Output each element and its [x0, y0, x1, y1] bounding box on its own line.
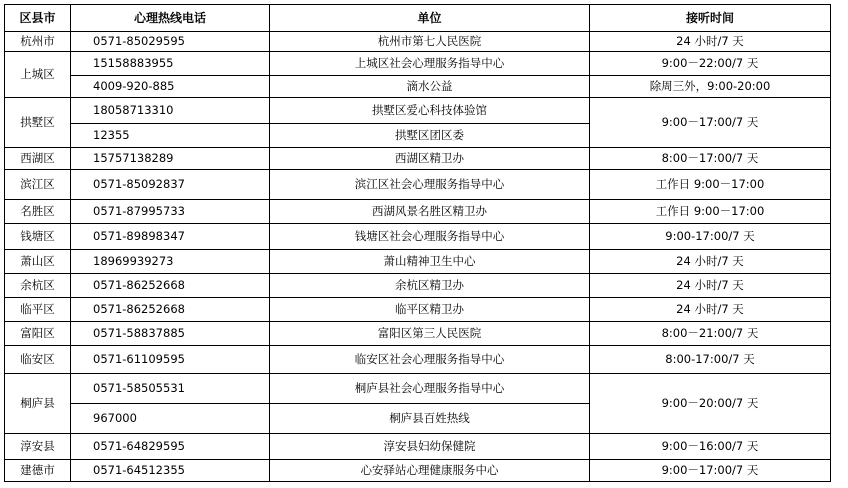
time-cell: 24 小时/7 天 — [590, 250, 831, 274]
district-cell: 富阳区 — [5, 322, 71, 346]
time-cell: 8:00-17:00/7 天 — [590, 346, 831, 374]
header-phone: 心理热线电话 — [71, 5, 270, 32]
header-row — [5, 5, 831, 32]
time-cell: 除周三外，9:00-20:00 — [590, 76, 831, 98]
phone-cell: 967000 — [71, 404, 270, 434]
phone-cell: 0571-85029595 — [71, 32, 270, 52]
district-cell: 桐庐县 — [5, 374, 71, 434]
phone-cell: 0571-64512355 — [71, 460, 270, 482]
unit-cell: 上城区社会心理服务指导中心 — [270, 52, 590, 76]
time-cell: 9:00－22:00/7 天 — [590, 52, 831, 76]
district-cell: 淳安县 — [5, 434, 71, 460]
table-row — [5, 250, 831, 274]
time-cell: 24 小时/7 天 — [590, 32, 831, 52]
table-row — [5, 434, 831, 460]
time-cell: 9:00－16:00/7 天 — [590, 434, 831, 460]
unit-cell: 西湖风景名胜区精卫办 — [270, 200, 590, 224]
table-row — [5, 76, 831, 98]
phone-cell: 15757138289 — [71, 148, 270, 170]
time-cell: 24 小时/7 天 — [590, 274, 831, 298]
district-cell: 临平区 — [5, 298, 71, 322]
phone-cell: 0571-58837885 — [71, 322, 270, 346]
phone-cell: 0571-89898347 — [71, 224, 270, 250]
unit-cell: 淳安县妇幼保健院 — [270, 434, 590, 460]
header-district: 区县市 — [5, 5, 71, 32]
time-cell: 工作日 9:00－17:00 — [590, 200, 831, 224]
time-cell: 24 小时/7 天 — [590, 298, 831, 322]
table-row — [5, 98, 831, 124]
district-cell: 西湖区 — [5, 148, 71, 170]
unit-cell: 桐庐县社会心理服务指导中心 — [270, 374, 590, 404]
table-row — [5, 322, 831, 346]
table-row — [5, 32, 831, 52]
hotline-table — [4, 4, 831, 482]
phone-cell: 15158883955 — [71, 52, 270, 76]
unit-cell: 萧山精神卫生中心 — [270, 250, 590, 274]
district-cell: 名胜区 — [5, 200, 71, 224]
district-cell: 钱塘区 — [5, 224, 71, 250]
phone-cell: 0571-86252668 — [71, 274, 270, 298]
time-cell: 8:00－21:00/7 天 — [590, 322, 831, 346]
district-cell: 拱墅区 — [5, 98, 71, 148]
phone-cell: 0571-87995733 — [71, 200, 270, 224]
time-cell: 9:00－17:00/7 天 — [590, 460, 831, 482]
unit-cell: 拱墅区团区委 — [270, 124, 590, 148]
header-time: 接听时间 — [590, 5, 831, 32]
table-row — [5, 148, 831, 170]
table-row — [5, 274, 831, 298]
unit-cell: 余杭区精卫办 — [270, 274, 590, 298]
time-cell: 9:00－20:00/7 天 — [590, 374, 831, 434]
unit-cell: 临平区精卫办 — [270, 298, 590, 322]
header-unit: 单位 — [270, 5, 590, 32]
unit-cell: 西湖区精卫办 — [270, 148, 590, 170]
unit-cell: 心安驿站心理健康服务中心 — [270, 460, 590, 482]
district-cell: 上城区 — [5, 52, 71, 98]
table-row — [5, 224, 831, 250]
table-row — [5, 200, 831, 224]
table-row — [5, 460, 831, 482]
phone-cell: 0571-85092837 — [71, 170, 270, 200]
unit-cell: 滨江区社会心理服务指导中心 — [270, 170, 590, 200]
table-row — [5, 298, 831, 322]
unit-cell: 桐庐县百姓热线 — [270, 404, 590, 434]
district-cell: 临安区 — [5, 346, 71, 374]
time-cell: 9:00－17:00/7 天 — [590, 98, 831, 148]
table-row — [5, 52, 831, 76]
district-cell: 杭州市 — [5, 32, 71, 52]
phone-cell: 0571-64829595 — [71, 434, 270, 460]
table-row — [5, 346, 831, 374]
district-cell: 滨江区 — [5, 170, 71, 200]
unit-cell: 钱塘区社会心理服务指导中心 — [270, 224, 590, 250]
phone-cell: 12355 — [71, 124, 270, 148]
phone-cell: 0571-86252668 — [71, 298, 270, 322]
unit-cell: 富阳区第三人民医院 — [270, 322, 590, 346]
unit-cell: 杭州市第七人民医院 — [270, 32, 590, 52]
phone-cell: 18058713310 — [71, 98, 270, 124]
phone-cell: 0571-58505531 — [71, 374, 270, 404]
district-cell: 萧山区 — [5, 250, 71, 274]
time-cell: 工作日 9:00－17:00 — [590, 170, 831, 200]
phone-cell: 0571-61109595 — [71, 346, 270, 374]
time-cell: 8:00－17:00/7 天 — [590, 148, 831, 170]
time-cell: 9:00-17:00/7 天 — [590, 224, 831, 250]
table-row — [5, 374, 831, 404]
phone-cell: 18969939273 — [71, 250, 270, 274]
unit-cell: 滴水公益 — [270, 76, 590, 98]
district-cell: 建德市 — [5, 460, 71, 482]
phone-cell: 4009-920-885 — [71, 76, 270, 98]
unit-cell: 临安区社会心理服务指导中心 — [270, 346, 590, 374]
unit-cell: 拱墅区爱心科技体验馆 — [270, 98, 590, 124]
district-cell: 余杭区 — [5, 274, 71, 298]
table-row — [5, 170, 831, 200]
